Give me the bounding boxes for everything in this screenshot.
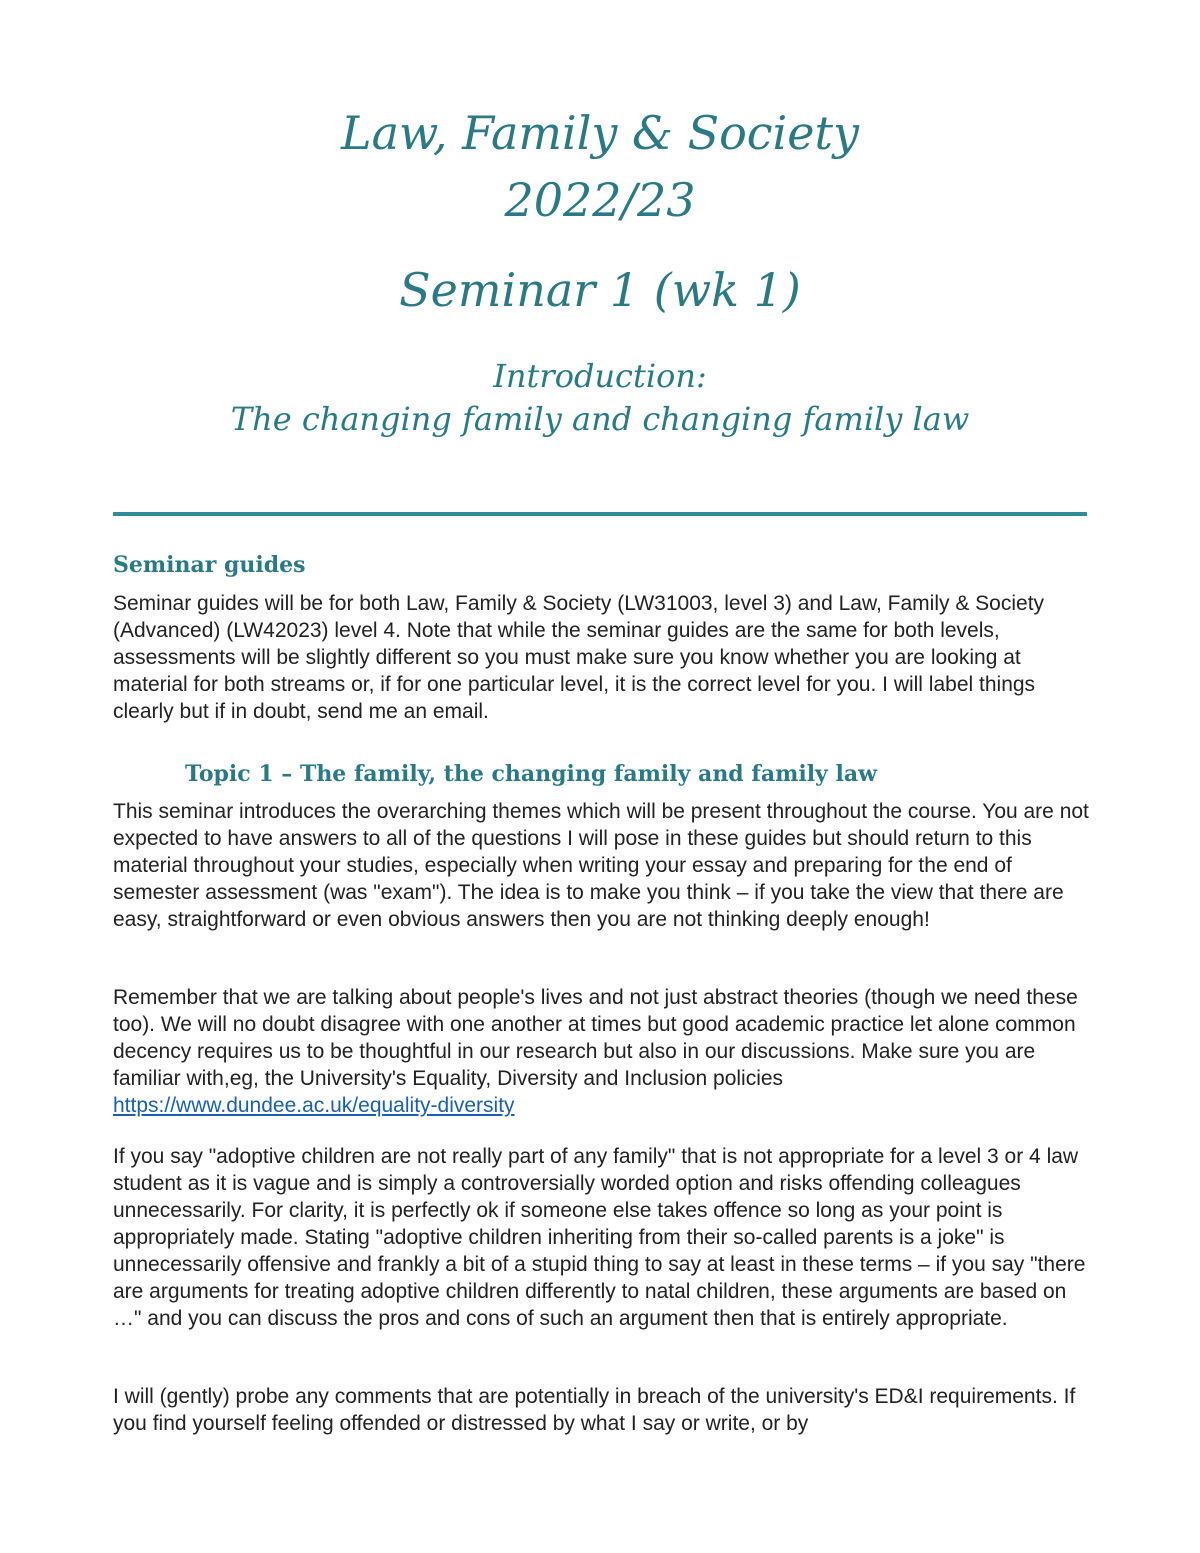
seminar-subtitle: The changing family and changing family law: [230, 400, 970, 438]
topic-heading: Topic 1 – The family, the changing family and family law: [185, 761, 878, 787]
intro-label: Introduction:: [493, 357, 707, 395]
topic-intro-paragraph: This seminar introduces the overarching themes which will be present throughout the course. You are not expected to have answers to all of the questions I will pose in these guides but should return to this material throughout your studies, especially when writing your essay and preparing for the end of semester assessment (was "exam"). The idea is to make you think – if you take the view that there are easy, straightforward or even obvious answers then you are not thinking deeply enough!: [113, 800, 1089, 931]
edi-probe-paragraph: I will (gently) probe any comments that are potentially in breach of the university's ED&I requirements. If you find yourself feeling offended or distressed by what I say or write, or by: [113, 1385, 1076, 1435]
remember-text: Remember that we are talking about people's lives and not just abstract theories (though we need these too). We will no doubt disagree with one another at times but good academic practice let alone common decency requires us to be thoughtful in our research but also in our discussions. Make sure you are familiar with,eg, the University's Equality, Diversity and Inclusion policies: [113, 986, 1078, 1090]
academic-year: 2022/23: [504, 173, 696, 227]
adoptive-children-paragraph: If you say "adoptive children are not really part of any family" that is not appropriate for a level 3 or 4 law student as it is vague and is simply a controversially worded option and risks offending colleagues unnecessarily. For clarity, it is perfectly ok if someone else takes offence so long as your point is appropriately made. Stating "adoptive children inheriting from their so-called parents is a joke" is unnecessarily offensive and frankly a bit of a stupid thing to say at least in these terms – if you say "there are arguments for treating adoptive children differently to natal children, these arguments are based on …" and you can discuss the pros and cons of such an argument then that is entirely appropriate.: [113, 1145, 1086, 1330]
seminar-guides-paragraph: Seminar guides will be for both Law, Family & Society (LW31003, level 3) and Law, Family & Society (Advanced) (LW42023) level 4. Note that while the seminar guides are the same for both levels, assessments will be slightly different so you must make sure you know whether you are looking at material for both streams or, if for one particular level, it is the correct level for you. I will label things clearly but if in doubt, send me an email.: [113, 592, 1045, 723]
edi-policy-link[interactable]: https://www.dundee.ac.uk/equality-diversity: [113, 1094, 515, 1117]
seminar-guides-heading: Seminar guides: [113, 552, 306, 578]
remember-paragraph: [113, 984, 1093, 1119]
seminar-title: Seminar 1 (wk 1): [399, 263, 801, 317]
horizontal-divider: [113, 512, 1087, 516]
course-title: Law, Family & Society: [341, 106, 859, 160]
